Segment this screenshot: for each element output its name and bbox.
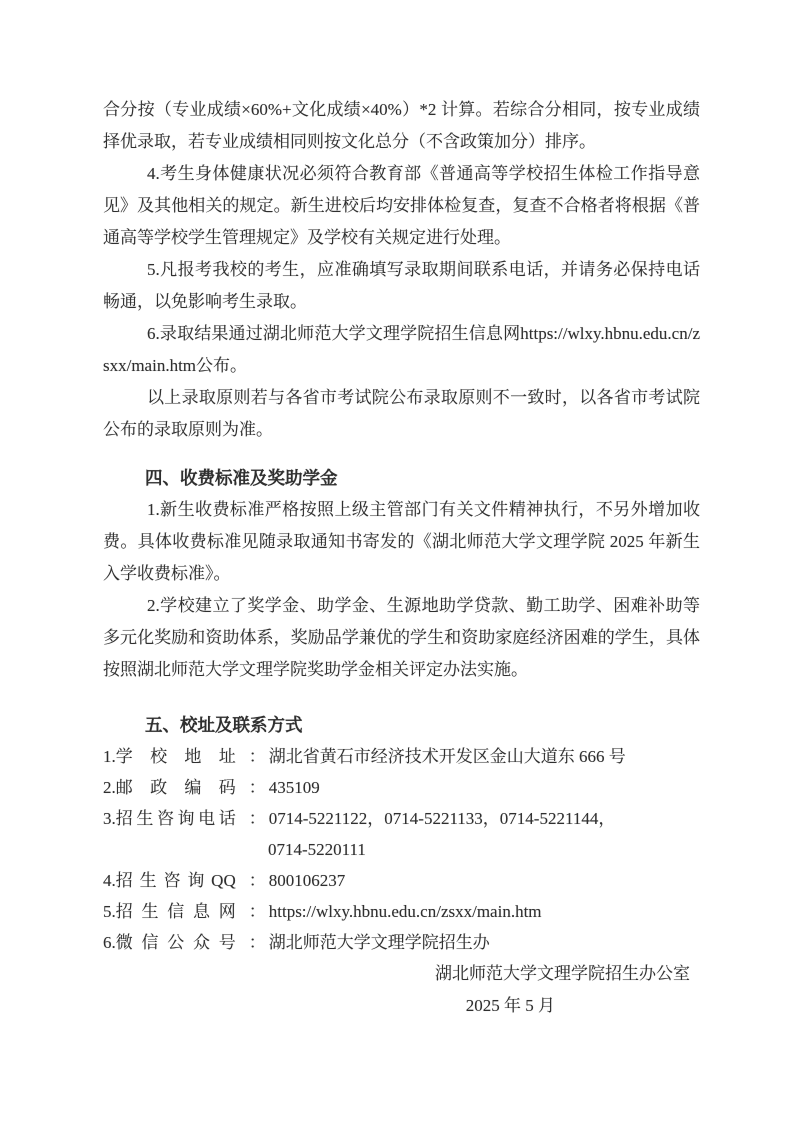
contact-list [103,741,700,958]
para-note-provincial-rules: 以上录取原则若与各省市考试院公布录取原则不一致时，以各省市考试院公布的录取原则为准。 [103,388,700,439]
contact-colon: ： [248,747,266,766]
para-item-5-contact-phone: 5.凡报考我校的考生，应准确填写录取期间联系电话，并请务必保持电话畅通，以免影响考生录取。 [103,260,700,311]
contact-number: 6. [103,933,116,952]
contact-value: 湖北师范大学文理学院招生办 [268,933,490,952]
document-content [103,94,700,1022]
contact-colon: ： [248,778,266,797]
contact-row-website [103,896,700,927]
section-4-heading: 四、收费标准及奖助学金 [145,468,338,488]
contact-number: 3. [103,809,116,828]
contact-label: 招生咨询QQ [115,871,236,890]
para-item-6-result-publish: 6.录取结果通过湖北师范大学文理学院招生信息网https://wlxy.hbnu.edu.cn/zsxx/main.htm公布。 [103,324,700,375]
para-scholarship-system: 2.学校建立了奖学金、助学金、生源地助学贷款、勤工助学、困难补助等多元化奖励和资助体系，奖励品学兼优的学生和资助家庭经济困难的学生，具体按照湖北师范大学文理学院奖助学金相关评定办法实施。 [103,596,700,679]
contact-colon: ： [248,933,266,952]
contact-number: 2. [103,778,116,797]
contact-value: 800106237 [268,871,346,890]
contact-value-url: https://wlxy.hbnu.edu.cn/zsxx/main.htm [268,902,542,921]
contact-row-wechat [103,927,700,958]
contact-row-qq [103,865,700,896]
contact-colon: ： [248,809,266,828]
contact-label: 招生咨询电话 [115,809,236,828]
para-item-4-health-check: 4.考生身体健康状况必须符合教育部《普通高等学校招生体检工作指导意见》及其他相关的规定。新生进校后均安排体检复查，复查不合格者将根据《普通高等学校学生管理规定》及学校有关规定进行处理。 [103,164,700,247]
contact-label: 邮政编码 [115,778,236,797]
contact-value: 湖北省黄石市经济技术开发区金山大道东 666 号 [268,747,626,766]
contact-number: 1. [103,747,116,766]
contact-label: 学校地址 [115,747,236,766]
contact-row-address [103,741,700,772]
contact-row-phone-continued: 0714-5220111 [268,840,366,859]
contact-row-postcode [103,772,700,803]
contact-label: 招生信息网 [115,902,236,921]
contact-number: 4. [103,871,116,890]
contact-colon: ： [248,902,266,921]
contact-row-phone [103,803,700,834]
signature-office: 湖北师范大学文理学院招生办公室 [435,964,690,983]
contact-number: 5. [103,902,116,921]
contact-label: 微信公众号 [115,933,236,952]
contact-value: 0714-5221122，0714-5221133，0714-5221144， [268,809,616,828]
document-date: 2025 年 5 月 [465,996,555,1015]
contact-colon: ： [248,871,266,890]
section-5-heading: 五、校址及联系方式 [145,715,303,735]
para-fees-standard: 1.新生收费标准严格按照上级主管部门有关文件精神执行，不另外增加收费。具体收费标准见随录取通知书寄发的《湖北师范大学文理学院 2025 年新生入学收费标准》。 [103,500,700,583]
contact-value: 435109 [268,778,320,797]
para-composite-score-rule: 合分按（专业成绩×60%+文化成绩×40%）*2 计算。若综合分相同，按专业成绩择优录取，若专业成绩相同则按文化总分（不含政策加分）排序。 [103,100,700,151]
